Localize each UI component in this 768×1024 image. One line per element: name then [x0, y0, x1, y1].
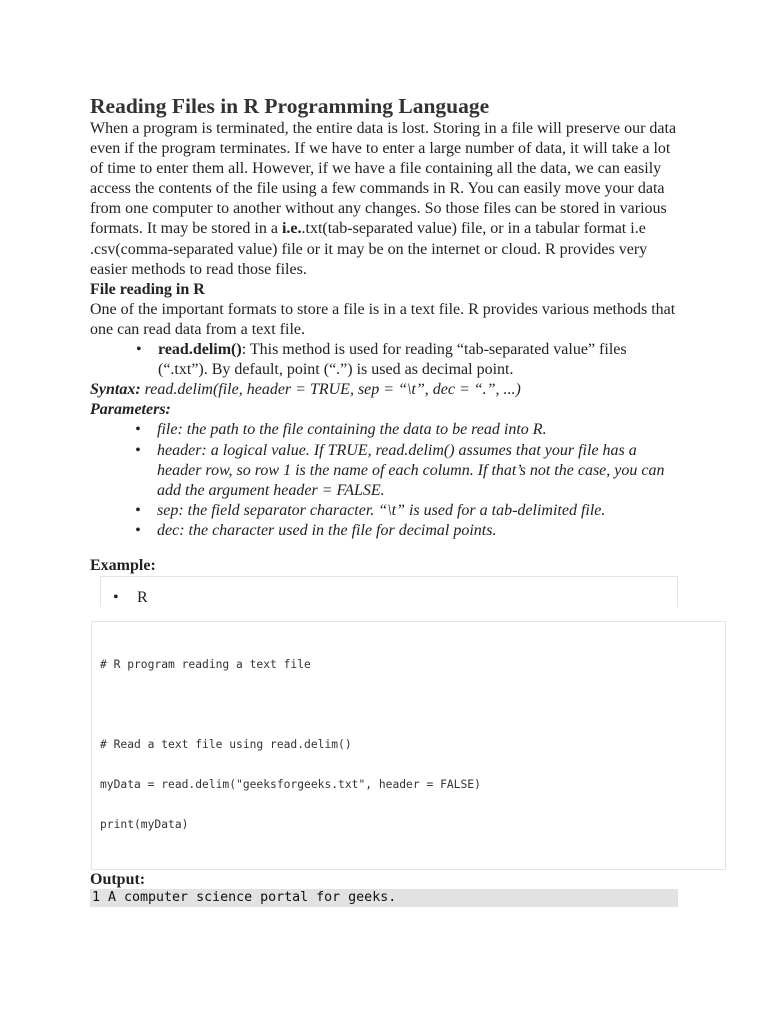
method-name: read.delim(): [158, 341, 242, 359]
code-line: # Read a text file using read.delim(): [100, 738, 352, 751]
section-heading: File reading in R: [90, 280, 205, 298]
list-item: [135, 441, 680, 501]
code-line: print(myData): [100, 818, 189, 831]
parameter-text: sep: the field separator character. “\t” is used for a tab-delimited file.: [157, 501, 606, 519]
code-language-tab[interactable]: [100, 576, 678, 607]
parameters-label: Parameters:: [90, 401, 171, 419]
intro-tail: .txt(tab-separated value) file, or in a tabular format i.e .csv(comma-separated value) file or it may be on the internet or cloud. R provides very easier methods to read those files.: [90, 220, 648, 278]
code-block[interactable]: [91, 621, 726, 870]
output-label: Output:: [90, 871, 146, 888]
example-label: Example:: [90, 557, 156, 574]
section-paragraph: One of the important formats to store a file is in a text file. R provides various methods that one can read data from a text file.: [90, 300, 676, 338]
output-block: 1 A computer science portal for geeks.: [90, 889, 678, 907]
code-line: myData = read.delim("geeksforgeeks.txt", header = FALSE): [100, 778, 481, 791]
method-description: : This method is used for reading “tab-separated value” files (“.txt”). By default, point (“.”) is used as decimal point.: [158, 341, 627, 379]
list-item: [136, 340, 680, 380]
bullet-icon: •: [135, 441, 141, 459]
syntax-label: Syntax:: [90, 381, 141, 399]
code-line: # R program reading a text file: [100, 658, 311, 671]
intro-bold: i.e.: [281, 220, 302, 238]
list-item: [135, 501, 680, 521]
code-language-label: R: [137, 589, 148, 606]
page-title: Reading Files in R Programming Language: [90, 94, 490, 118]
intro-text: When a program is terminated, the entire data is lost. Storing in a file will preserve our data even if the program terminates. If we have to enter a large number of data, it will take a lot of time to enter them all. However, if we have a file containing all the data, we can easily access the contents of the file using a few commands in R. You can easily move your data from one computer to another without any changes. So those files can be stored in various formats. It may be stored in a: [90, 120, 677, 238]
article: [90, 93, 680, 541]
bullet-icon: •: [135, 521, 141, 539]
bullet-icon: •: [113, 589, 119, 606]
bullet-icon: •: [136, 341, 142, 359]
methods-list: [90, 340, 680, 380]
intro-paragraph: [90, 119, 680, 280]
parameters-list: [90, 420, 680, 541]
parameter-text: file: the path to the file containing the data to be read into R.: [157, 421, 547, 439]
syntax-text: read.delim(file, header = TRUE, sep = “\t”, dec = “.”, ...): [140, 381, 521, 399]
list-item: [135, 420, 680, 440]
bullet-icon: •: [135, 421, 141, 439]
list-item: [135, 521, 680, 541]
parameter-text: dec: the character used in the file for decimal points.: [157, 521, 497, 539]
parameter-text: header: a logical value. If TRUE, read.delim() assumes that your file has a header row, so row 1 is the name of each column. If that’s not the case, you can add the argument header = FALSE.: [157, 441, 665, 499]
syntax-line: [90, 380, 680, 400]
bullet-icon: •: [135, 501, 141, 519]
